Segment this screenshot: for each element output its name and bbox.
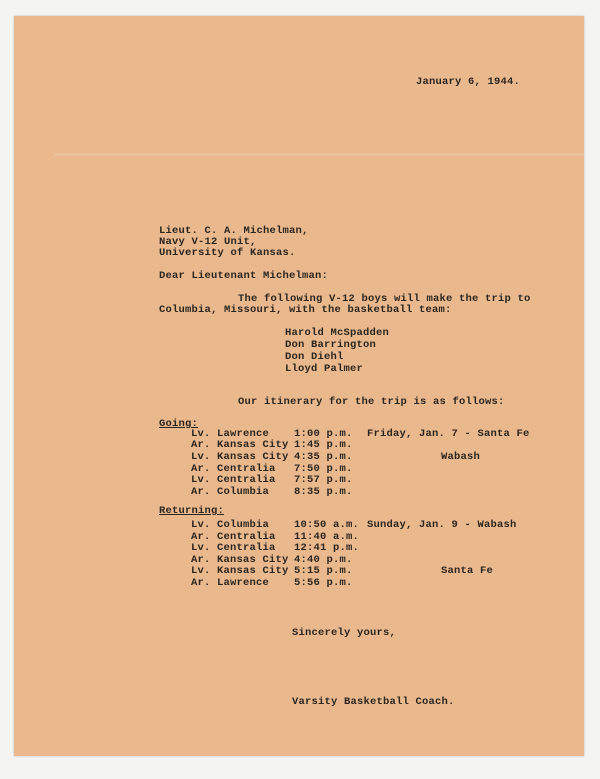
going-note: Wabash: [441, 451, 481, 463]
address-line-2: Navy V-12 Unit,: [159, 236, 257, 248]
player-2: Don Barrington: [285, 339, 377, 351]
itinerary-intro: Our itinerary for the trip is as follows:: [238, 396, 505, 408]
address-line-1: Lieut. C. A. Michelman,: [159, 225, 309, 237]
returning-time: 10:50 a.m.: [294, 519, 360, 531]
returning-time: 5:56 p.m.: [294, 577, 353, 589]
address-line-3: University of Kansas.: [159, 247, 296, 259]
salutation: Dear Lieutenant Michelman:: [159, 270, 329, 282]
returning-stop: Ar. Kansas City: [191, 554, 289, 566]
letter-date: January 6, 1944.: [416, 76, 521, 88]
returning-time: 5:15 p.m.: [294, 565, 353, 577]
closing: Sincerely yours,: [292, 627, 397, 639]
going-time: 1:00 p.m.: [294, 428, 353, 440]
going-time: 7:57 p.m.: [294, 474, 353, 486]
returning-label: Returning:: [159, 505, 225, 517]
going-time: 4:35 p.m.: [294, 451, 353, 463]
returning-stop: Ar. Lawrence: [191, 577, 270, 589]
going-time: 7:50 p.m.: [294, 463, 353, 475]
letter-page: [14, 16, 584, 756]
fold-line: [54, 153, 584, 156]
returning-time: 12:41 p.m.: [294, 542, 360, 554]
returning-note: Santa Fe: [441, 565, 494, 577]
going-label: Going:: [159, 418, 199, 430]
going-time: 8:35 p.m.: [294, 486, 353, 498]
returning-time: 4:40 p.m.: [294, 554, 353, 566]
returning-stop: Lv. Columbia: [191, 519, 270, 531]
going-stop: Ar. Kansas City: [191, 439, 289, 451]
returning-stop: Ar. Centralia: [191, 531, 276, 543]
signature: Varsity Basketball Coach.: [292, 696, 455, 708]
going-stop: Ar. Columbia: [191, 486, 270, 498]
body-line-2: Columbia, Missouri, with the basketball team:: [159, 304, 452, 316]
returning-stop: Lv. Centralia: [191, 542, 276, 554]
player-3: Don Diehl: [285, 351, 344, 363]
going-stop: Lv. Kansas City: [191, 451, 289, 463]
returning-note: Sunday, Jan. 9 - Wabash: [367, 519, 517, 531]
going-time: 1:45 p.m.: [294, 439, 353, 451]
player-1: Harold McSpadden: [285, 327, 390, 339]
returning-time: 11:40 a.m.: [294, 531, 360, 543]
returning-stop: Lv. Kansas City: [191, 565, 289, 577]
body-line-1: The following V-12 boys will make the trip to: [238, 293, 531, 305]
going-stop: Lv. Lawrence: [191, 428, 270, 440]
player-4: Lloyd Palmer: [285, 363, 364, 375]
going-stop: Ar. Centralia: [191, 463, 276, 475]
going-note: Friday, Jan. 7 - Santa Fe: [367, 428, 530, 440]
going-stop: Lv. Centralia: [191, 474, 276, 486]
